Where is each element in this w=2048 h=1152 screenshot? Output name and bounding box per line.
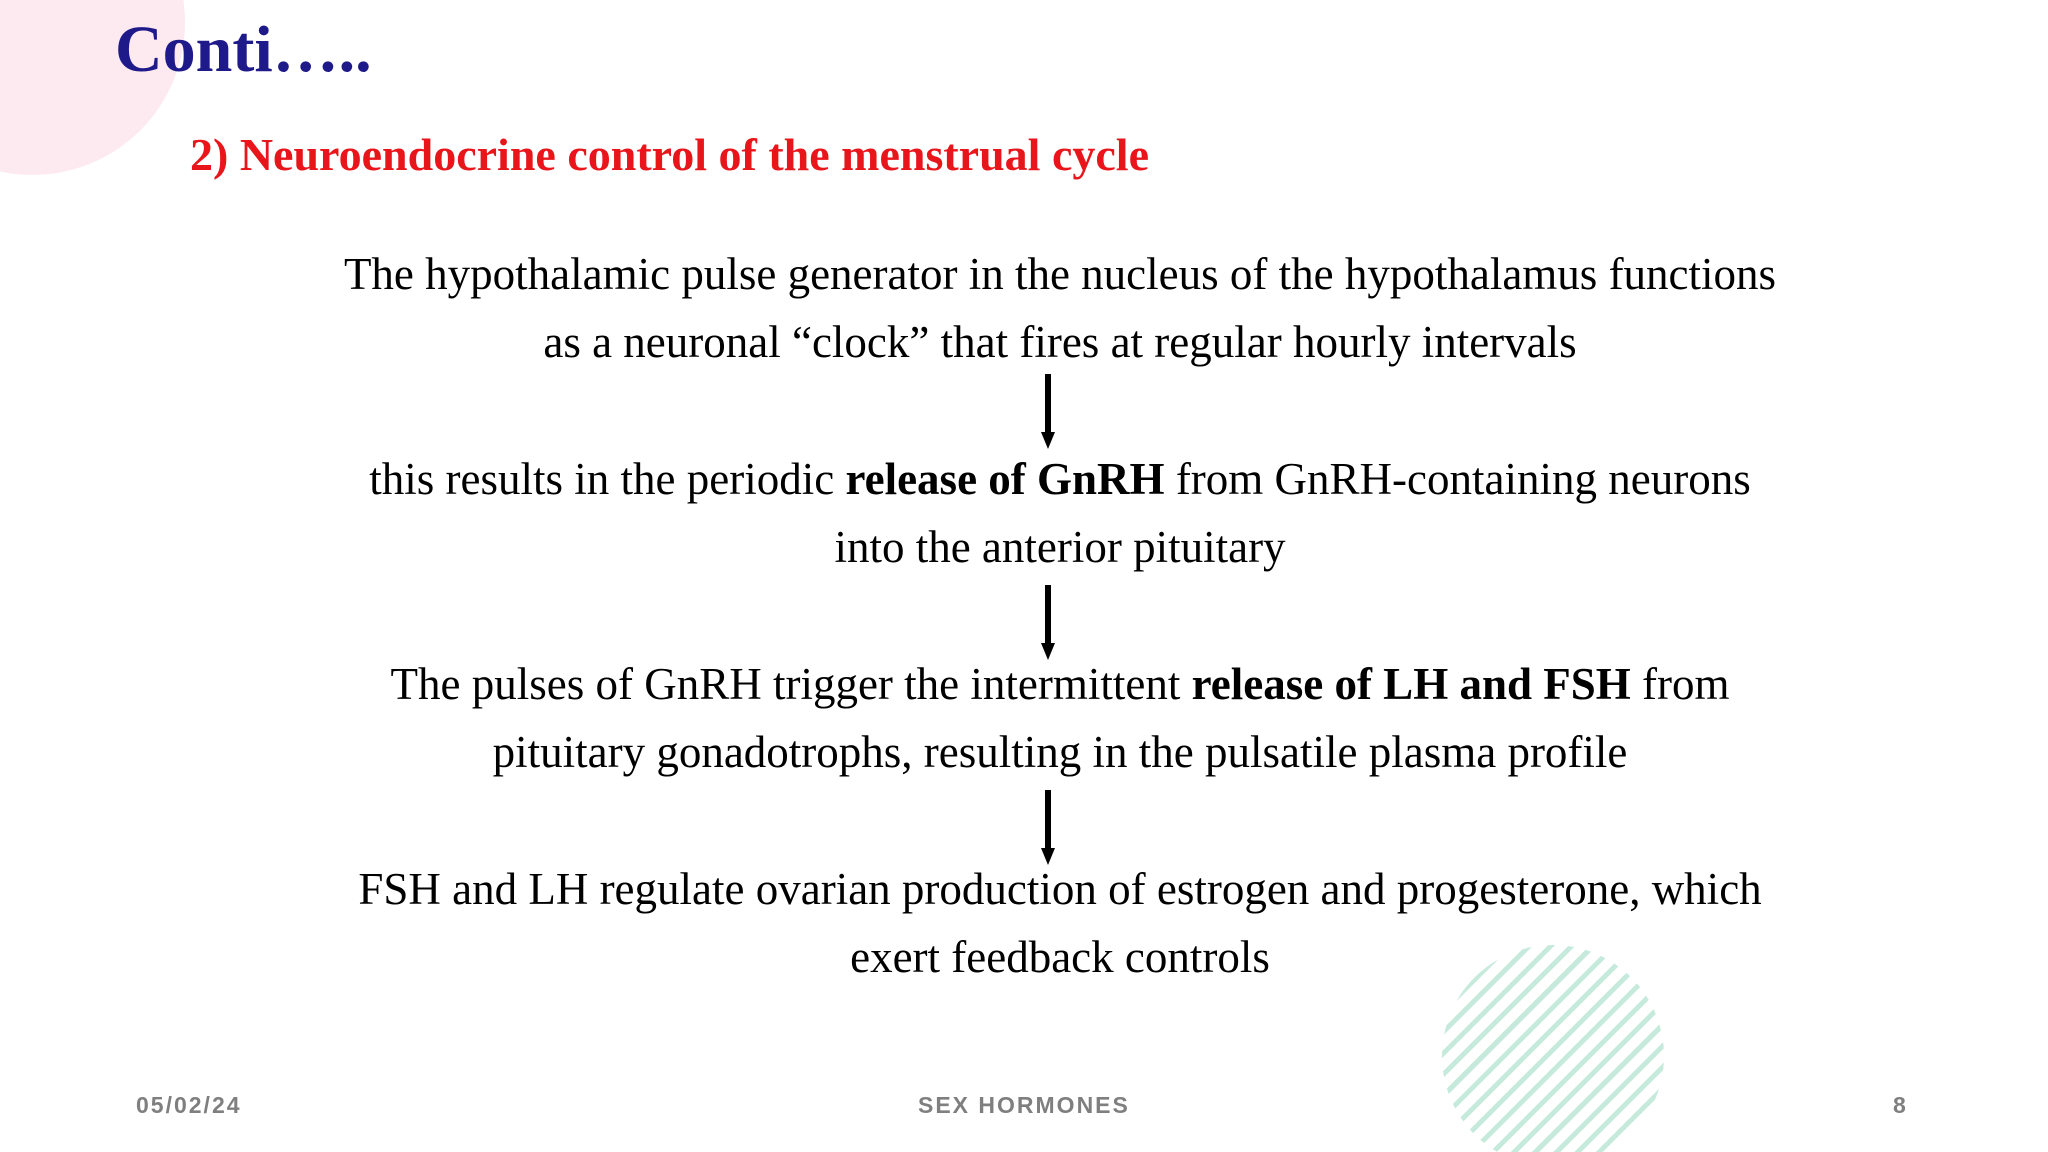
flow-step-2-text-end: from GnRH-containing neurons <box>1164 454 1751 504</box>
footer-date: 05/02/24 <box>136 1092 242 1118</box>
flow-step-4-line-1: FSH and LH regulate ovarian production of estrogen and progesterone, which <box>358 864 1762 914</box>
flow-step-1-line-1: The hypothalamic pulse generator in the nucleus of the hypothalamus functions <box>343 249 1777 299</box>
slide-title: Conti….. <box>115 13 372 86</box>
down-arrow-icon <box>1038 374 1058 449</box>
flow-step-3-text-start: The pulses of GnRH trigger the intermittent <box>390 659 1192 709</box>
flow-step-4-line-2: exert feedback controls <box>850 932 1270 982</box>
flow-step-3-line-2: pituitary gonadotrophs, resulting in the pulsatile plasma profile <box>492 727 1628 777</box>
flow-step-2 <box>200 445 1920 581</box>
flow-step-1 <box>200 240 1920 376</box>
page-number: 8 <box>1893 1092 1908 1118</box>
flow-step-4 <box>200 855 1920 991</box>
flow-step-2-line-2: into the anterior pituitary <box>834 522 1286 572</box>
flow-step-2-emphasis: release of GnRH <box>845 454 1165 504</box>
flow-step-2-text-start: this results in the periodic <box>369 454 846 504</box>
footer-title: SEX HORMONES <box>918 1092 1130 1118</box>
flow-step-3-text-end: from <box>1630 659 1730 709</box>
flow-step-1-line-2: as a neuronal “clock” that fires at regular hourly intervals <box>543 317 1577 367</box>
flow-step-3-emphasis: release of LH and FSH <box>1191 659 1631 709</box>
slide-subtitle: 2) Neuroendocrine control of the menstrual cycle <box>190 129 1149 180</box>
flow-step-3 <box>200 650 1920 786</box>
down-arrow-icon <box>1038 790 1058 865</box>
down-arrow-icon <box>1038 585 1058 660</box>
